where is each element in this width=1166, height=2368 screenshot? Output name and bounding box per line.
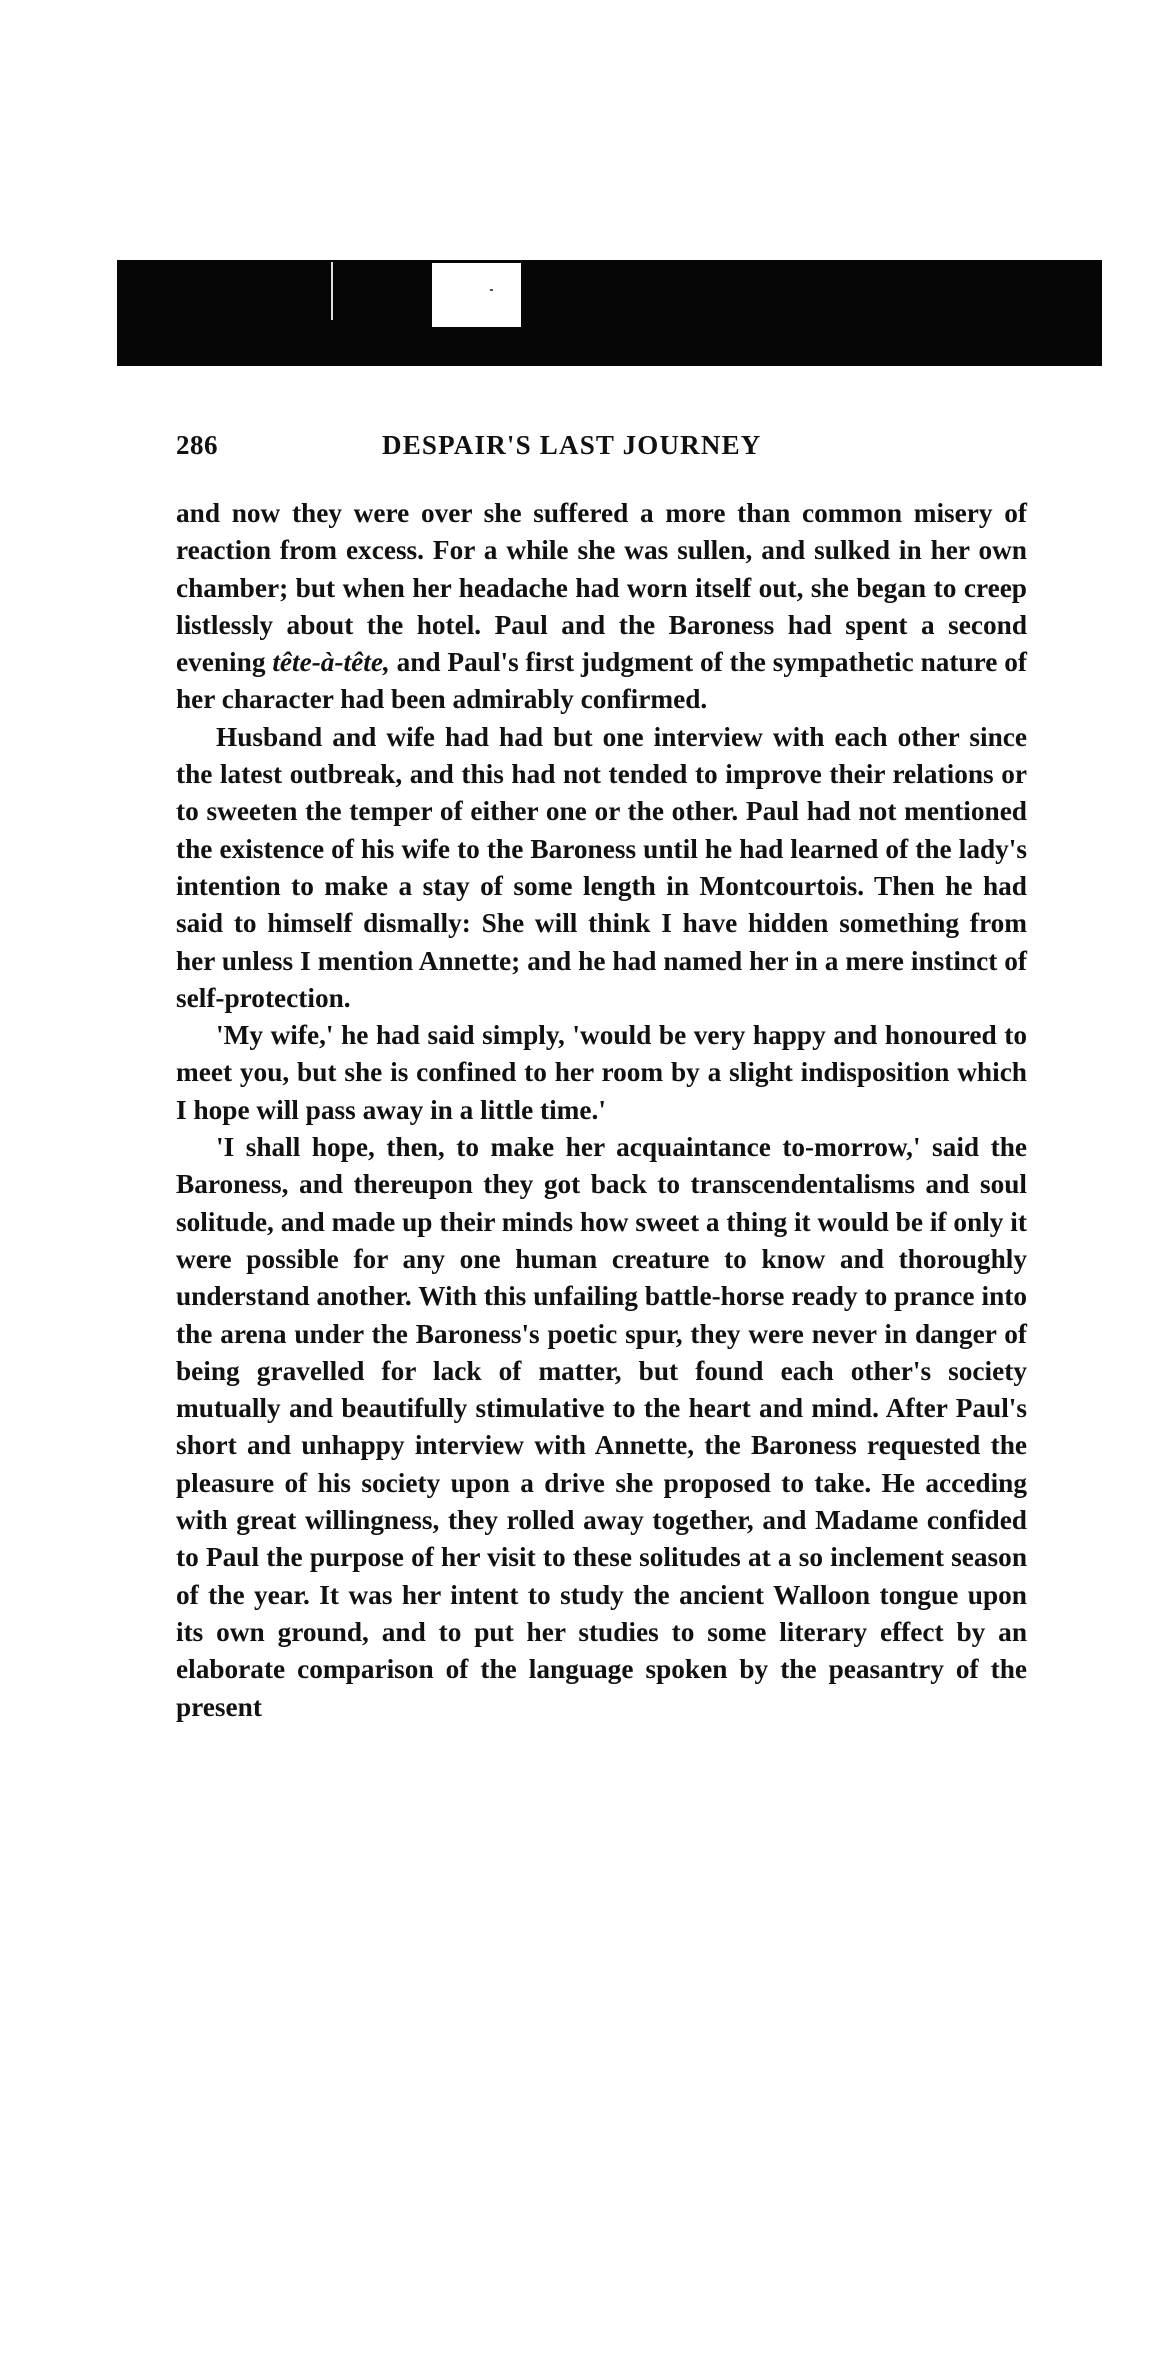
running-title: DESPAIR'S LAST JOURNEY	[382, 430, 762, 460]
running-head	[176, 430, 1026, 470]
scan-artifact-line	[331, 262, 333, 320]
paragraph: Husband and wife had had but one interview with each other since the latest outbreak, and this had not tended to improve their relations or to sweeten the temper of either one or the other. Paul had not mentioned the existence of his wife to the Baroness until he had learned of the lady's intention to make a stay of some length in Montcourtois. Then he had said to himself dismally: She will think I have hidden something from her unless I mention Annette; and he had named her in a mere instinct of self-protection.	[176, 721, 1027, 1013]
paragraph-text: and now they were over she suffered a more than common misery of reaction from excess. For a while she was sullen, and sulked in her own chamber; but when her headache had worn itself out, she began to creep listlessly about the hotel. Paul and the Baroness had spent a second evening	[176, 498, 1027, 678]
paragraph-continued	[176, 495, 1027, 719]
body-text	[176, 495, 1027, 1726]
scan-artifact-patch	[432, 263, 521, 327]
scan-redaction-band	[117, 260, 1102, 366]
paragraph-text: and Paul's first judgment of the sympathetic nature of her character had been admirably confirmed.	[176, 647, 1027, 715]
page-number: 286	[176, 430, 218, 460]
paragraph: 'I shall hope, then, to make her acquaintance to-morrow,' said the Baroness, and thereupon they got back to transcendentalisms and soul solitude, and made up their minds how sweet a thing it would be if only it were possible for any one human creature to know and thoroughly understand another. With this unfailing battle-horse ready to prance into the arena under the Baroness's poetic spur, they were never in danger of being gravelled for lack of matter, but found each other's society mutually and beautifully stimulative to the heart and mind. After Paul's short and unhappy interview with Annette, the Baroness requested the pleasure of his society upon a drive she proposed to take. He acceding with great willingness, they rolled away together, and Madame confided to Paul the purpose of her visit to these solitudes at a so inclement season of the year. It was her intent to study the ancient Walloon tongue upon its own ground, and to put her studies to some literary effect by an elaborate comparison of the language spoken by the peasantry of the present	[176, 1132, 1027, 1722]
italic-phrase: tête-à-tête,	[272, 647, 390, 678]
scan-artifact-dot	[490, 289, 493, 291]
paragraph: 'My wife,' he had said simply, 'would be very happy and honoured to meet you, but she is confined to her room by a slight indisposition which I hope will pass away in a little time.'	[176, 1020, 1027, 1125]
